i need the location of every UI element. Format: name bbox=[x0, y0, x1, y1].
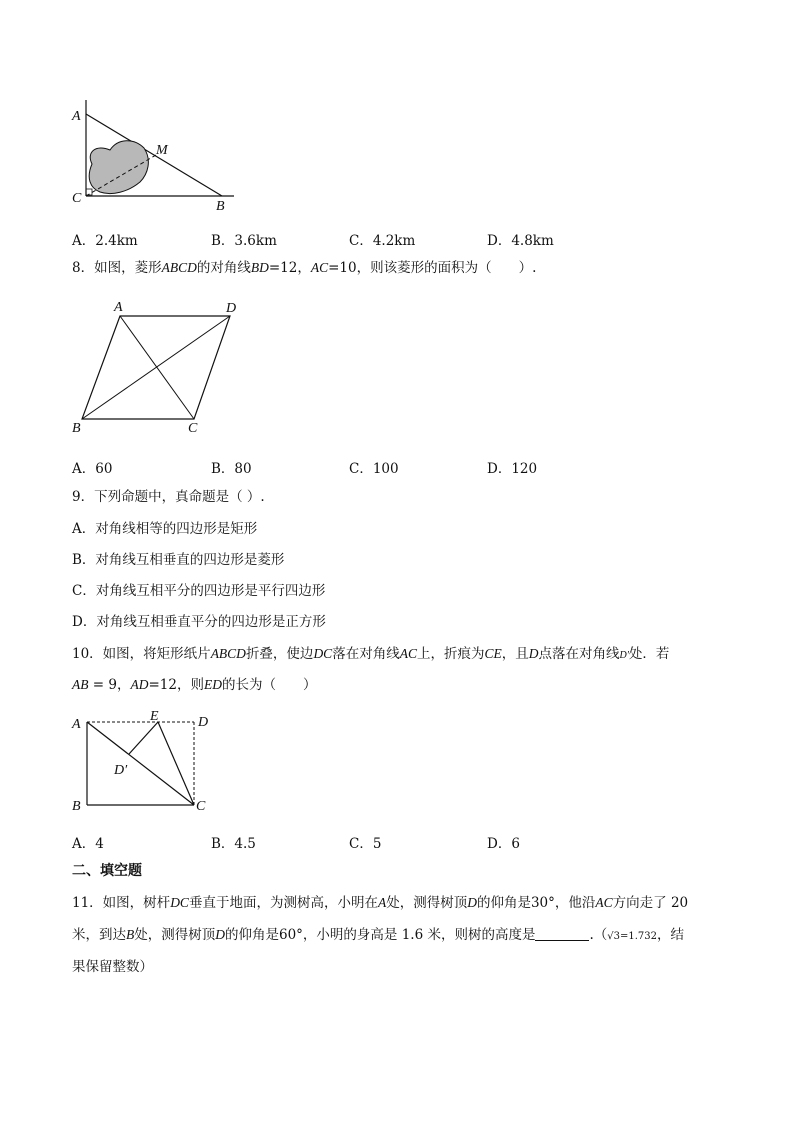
q8-option-c: C．100 bbox=[349, 461, 399, 477]
q7-figure bbox=[68, 98, 238, 213]
q7-label-b: B bbox=[216, 199, 225, 214]
q8-option-d: D．120 bbox=[487, 461, 538, 477]
q11-stem-line2: 米，到达B处，测得树顶D的仰角是60°，小明的身高是 1.6 米，则树的高度是 .（√3=1.732，结 bbox=[72, 927, 685, 943]
q9-option-c: C．对角线互相平分的四边形是平行四边形 bbox=[72, 583, 326, 599]
q7-label-a: A bbox=[72, 109, 81, 124]
q9-stem: 9．下列命题中，真命题是（ ）. bbox=[72, 489, 265, 505]
q10-label-b: B bbox=[72, 799, 81, 814]
q8-option-a: A．60 bbox=[72, 461, 113, 477]
q10-stem-line2: AB = 9，AD=12，则ED的长为（ ） bbox=[72, 677, 317, 693]
q9-option-d: D．对角线互相垂直平分的四边形是正方形 bbox=[72, 614, 326, 630]
q10-label-e: E bbox=[150, 709, 159, 724]
q8-label-a: A bbox=[114, 300, 123, 315]
q10-option-c: C．5 bbox=[349, 836, 382, 852]
q8-label-c: C bbox=[188, 421, 198, 436]
q10-label-c: C bbox=[196, 799, 206, 814]
q10-stem-line1: 10．如图，将矩形纸片ABCD折叠，使边DC落在对角线AC上，折痕为CE，且D点落在对角线D′处．若 bbox=[72, 646, 670, 662]
q8-label-b: B bbox=[72, 421, 81, 436]
q11-answer-blank[interactable] bbox=[535, 926, 589, 941]
q9-option-a: A．对角线相等的四边形是矩形 bbox=[72, 521, 258, 537]
q11-stem-line1: 11．如图，树杆DC垂直于地面，为测树高，小明在A处，测得树顶D的仰角是30°，他沿AC方向走了 20 bbox=[72, 895, 689, 911]
q7-label-m: M bbox=[156, 143, 168, 158]
q9-option-b: B．对角线互相垂直的四边形是菱形 bbox=[72, 552, 285, 568]
q7-option-c: C．4.2km bbox=[349, 233, 416, 249]
q8-label-d: D bbox=[226, 301, 237, 316]
q7-label-c: C bbox=[72, 191, 82, 206]
q7-option-b: B．3.6km bbox=[211, 233, 277, 249]
q10-figure bbox=[68, 710, 228, 815]
q10-option-a: A．4 bbox=[72, 836, 104, 852]
q8-figure bbox=[68, 298, 248, 438]
q8-option-b: B．80 bbox=[211, 461, 252, 477]
q7-option-d: D．4.8km bbox=[487, 233, 554, 249]
q7-option-a: A．2.4km bbox=[72, 233, 138, 249]
q10-label-d: D bbox=[198, 715, 209, 730]
q11-stem-line3: 果保留整数） bbox=[72, 959, 153, 975]
q10-option-b: B．4.5 bbox=[211, 836, 256, 852]
q10-label-dprime: D′ bbox=[114, 763, 128, 778]
section-heading-fill-in: 二、填空题 bbox=[72, 863, 142, 879]
q10-label-a: A bbox=[72, 717, 81, 732]
q8-stem: 8．如图，菱形ABCD的对角线BD=12，AC=10，则该菱形的面积为（ ）. bbox=[72, 260, 537, 276]
q10-option-d: D．6 bbox=[487, 836, 520, 852]
